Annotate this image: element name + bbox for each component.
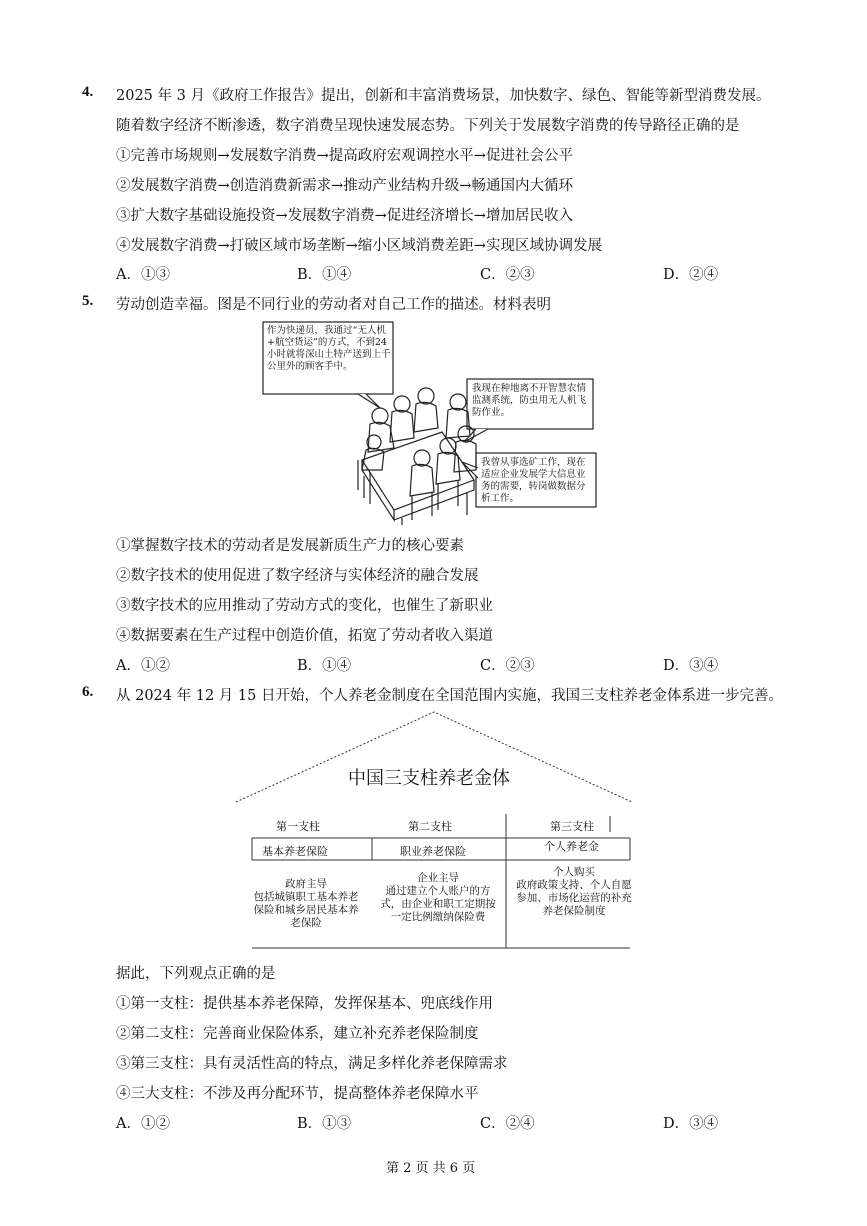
question-6-lead: 据此，下列观点正确的是 [116,966,276,982]
page-footer: 第 2 页 共 6 页 [386,1161,476,1176]
question-6-item-4: ④三大支柱：不涉及再分配环节，提高整体养老保障水平 [116,1086,479,1102]
question-6-number: 6. [82,684,94,700]
question-4-item-3: ③扩大数字基础设施投资→发展数字消费→促进经济增长→增加居民收入 [116,208,573,224]
question-5-option-d: D．③④ [663,658,719,674]
question-6-item-1: ①第一支柱：提供基本养老保障，发挥保基本、兜底线作用 [116,996,493,1012]
question-6-stem: 从 2024 年 12 月 15 日开始，个人养老金制度在全国范围内实施，我国三支柱养老金体系进一步完善。 [116,688,783,704]
question-4-option-c: C．②③ [480,267,535,283]
question-5-option-c: C．②③ [480,658,535,674]
question-6-option-a: A．①② [116,1116,170,1132]
question-4-number: 4. [82,84,94,100]
question-5-option-a: A．①② [116,658,170,674]
question-4-stem-line-2: 随着数字经济不断渗透，数字消费呈现快速发展态势。下列关于发展数字消费的传导路径正确的是 [116,118,740,134]
question-5-number: 5. [82,293,94,309]
question-5-option-b: B．①④ [297,658,352,674]
pillar-3-description: 个人购买 政府政策支持、个人自愿参加、市场化运营的补充养老保险制度 [516,866,632,917]
pillar-1-description: 政府主导 包括城镇职工基本养老保险和城乡居民基本养老保险 [253,878,359,929]
question-5-stem: 劳动创造幸福。图是不同行业的劳动者对自己工作的描述。材料表明 [116,297,551,313]
pillar-1-name: 基本养老保险 [262,845,328,858]
question-4-item-1: ①完善市场规则→发展数字消费→提高政府宏观调控水平→促进社会公平 [116,148,573,164]
pillar-2-heading: 第二支柱 [408,820,452,833]
question-4-item-2: ②发展数字消费→创造消费新需求→推动产业结构升级→畅通国内大循环 [116,178,573,194]
question-6-item-2: ②第二支柱：完善商业保险体系，建立补充养老保险制度 [116,1026,479,1042]
diagram-title: 中国三支柱养老金体 [348,768,510,789]
speech-bubble-farmer-text: 我现在种地离不开智慧农情监测系统，防虫用无人机飞防作业。 [472,383,587,418]
pillar-3-name: 个人养老金 [544,840,599,853]
pillar-3-heading: 第三支柱 [550,820,594,833]
speech-bubble-courier-text: 作为快递员，我通过“无人机+航空货运”的方式，不到24小时就将深山土特产送到上千公里外的顾客手中。 [267,325,391,372]
pillar-1-heading: 第一支柱 [276,820,320,833]
question-5-item-2: ②数字技术的使用促进了数字经济与实体经济的融合发展 [116,568,479,584]
question-4-option-a: A．①③ [116,267,170,283]
question-5-item-4: ④数据要素在生产过程中创造价值，拓宽了劳动者收入渠道 [116,628,493,644]
question-6-option-d: D．③④ [663,1116,719,1132]
question-4-stem-line-1: 2025 年 3 月《政府工作报告》提出，创新和丰富消费场景，加快数字、绿色、智能等新型消费发展。 [116,88,771,104]
question-4-option-b: B．①④ [297,267,352,283]
question-6-item-3: ③第三支柱：具有灵活性高的特点，满足多样化养老保障需求 [116,1056,508,1072]
question-4-option-d: D．②④ [663,267,719,283]
speech-bubble-analyst-text: 我曾从事选矿工作，现在适应企业发展学大信息业务的需要，转岗做数据分析工作。 [481,457,586,504]
question-6-option-b: B．①③ [297,1116,352,1132]
pillar-2-name: 职业养老保险 [400,845,466,858]
question-5-item-3: ③数字技术的应用推动了劳动方式的变化，也催生了新职业 [116,598,493,614]
question-6-option-c: C．②④ [480,1116,535,1132]
pillar-2-description: 企业主导 通过建立个人账户的方式，由企业和职工定期按一定比例缴纳保险费 [380,872,496,923]
question-5-item-1: ①掌握数字技术的劳动者是发展新质生产力的核心要素 [116,538,464,554]
question-4-item-4: ④发展数字消费→打破区域市场垄断→缩小区域消费差距→实现区域协调发展 [116,238,602,254]
